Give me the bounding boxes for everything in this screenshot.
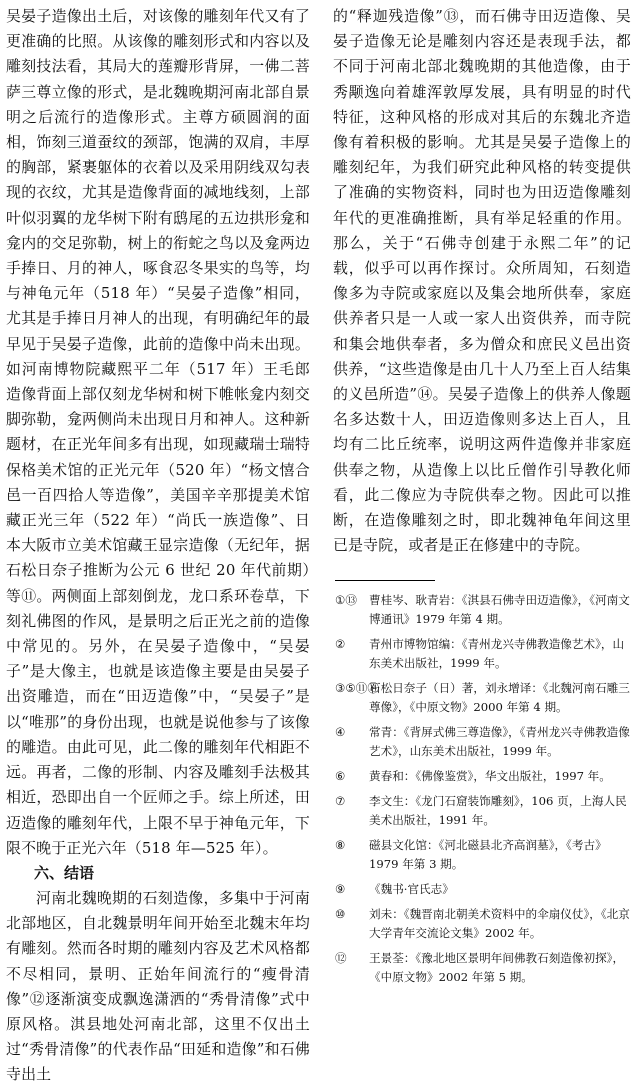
footnote-text: 李文生：《龙门石窟装饰雕刻》，106 页，上海人民美术出版社，1991 年。 xyxy=(369,794,627,828)
footnote-divider xyxy=(335,580,435,581)
footnote xyxy=(333,723,631,761)
footnote xyxy=(333,591,631,629)
footnote-text: 刘未：《魏晋南北朝美术资料中的伞扇仪仗》，《北京大学青年交流论文集》2002 年。 xyxy=(369,907,630,941)
footnote-number: ⑨ xyxy=(335,882,346,897)
footnote-text: 黄春和：《佛像鉴赏》，华文出版社，1997 年。 xyxy=(369,769,611,784)
footnote-number: ⑥ xyxy=(335,769,346,784)
footnote-text: 青州市博物馆编：《青州龙兴寺佛教造像艺术》，山东美术出版社，1999 年。 xyxy=(369,637,625,671)
footnote-text: 石松日奈子（日）著，刘永增译：《北魏河南石雕三尊像》，《中原文物》2000 年第 4 期。 xyxy=(369,681,630,715)
footnote-text: 王景荃：《豫北地区景明年间佛教石刻造像初探》，《中原文物》2002 年第 5 期。 xyxy=(369,951,625,985)
footnote xyxy=(333,767,631,786)
footnote xyxy=(333,679,631,717)
footnote-text: 常青：《背屏式佛三尊造像》，《青州龙兴寺佛教造像艺术》，山东美术出版社，1999 年。 xyxy=(369,725,630,759)
footnote-number: ③⑤⑪⑭ xyxy=(335,681,379,696)
footnote-number: ⑫ xyxy=(335,951,347,966)
footnote xyxy=(333,905,631,943)
footnote-number: ①⑬ xyxy=(335,593,357,608)
footnote xyxy=(333,792,631,830)
body-paragraph: 吴晏子造像出土后，对该像的雕刻年代又有了更准确的比照。从该像的雕刻形式和内容以及雕刻技法看，其局大的莲瓣形背屏，一佛二菩萨三尊立像的形式，是北魏晚期河南北部自景明之后流行的造像形式。主尊方硕圆润的面相，饰刻三道蚕纹的颈部，饱满的双肩，丰厚的胸部，紧裹躯体的衣着以及采用阴线双勾表现的衣纹，尤其是造像背面的减地线刻，上部叶似羽翼的龙华树下附有鸱尾的五边拱形龛和龛内的交足弥勒，树上的衔蛇之鸟以及龛两边手捧日、月的神人，啄食忍冬果实的鸟等，均与神龟元年（518 年）“吴晏子造像”相同，尤其是手捧日月神人的出现，有明确纪年的最早见于吴晏子造像，此前的造像中尚未出现。如河南博物院藏熙平二年（517 年）王毛郎造像背面上部仅刻龙华树和树下帷帐龛内刻交脚弥勒，龛两侧尚未出现日月和神人。这种新题材，在正光年间多有出现，如现藏瑞士瑞特保格美术馆的正光元年（520 年）“杨文憘合邑一百四拾人等造像”，美国辛辛那提美术馆藏正光三年（522 年）“尚氏一族造像”、日本大阪市立美术馆藏王显宗造像（无纪年，据石松日奈子推断为公元 6 世纪 20 年代前期）等⑪。两侧面上部刻倒龙，龙口系环卷草，下刻礼佛图的作风，是景明之后正光之前的造像中常见的。另外，在吴晏子造像中，“吴晏子”是大像主，也就是该造像主要是由吴晏子出资雕造，而在“田迈造像”中，“吴晏子”是以“唯那”的身份出现，也就是说他参与了该像的雕造。由此可见，此二像的雕刻年代相距不远。再者，二像的形制、内容及雕刻手法极其相近，恐即出自一个匠师之手。综上所述，田迈造像的雕刻年代，上限不早于神龟元年，下限不晚于正光六年（518 年—525 年）。 xyxy=(6,7,310,857)
footnote xyxy=(333,949,631,987)
footnote-number: ⑧ xyxy=(335,838,346,853)
footnote-list xyxy=(333,591,631,987)
footnote-text: 曹桂岑、耿青岩：《淇县石佛寺田迈造像》，《河南文博通讯》1979 年第 4 期。 xyxy=(369,593,630,627)
body-paragraph: 河南北魏晚期的石刻造像，多集中于河南北部地区，自北魏景明年间开始至北魏末年均有雕刻。然而各时期的雕刻内容及艺术风格都不尽相同，景明、正始年间流行的“瘦骨清像”⑫逐渐演变成飘逸潇洒的“秀骨清像”式中原风格。淇县地处河南北部，这里不仅出土过“秀骨清像”的代表作品“田延和造像”和石佛寺出土 xyxy=(6,888,310,1084)
footnote xyxy=(333,836,631,874)
footnote xyxy=(333,880,631,899)
footnote-number: ⑦ xyxy=(335,794,346,809)
section-heading: 六、结语 xyxy=(34,863,95,882)
footnote xyxy=(333,635,631,673)
right-column xyxy=(333,4,631,993)
footnote-number: ④ xyxy=(335,725,346,740)
left-column xyxy=(6,4,310,1088)
body-paragraph: 的“释迦残造像”⑬，而石佛寺田迈造像、吴晏子造像无论是雕刻内容还是表现手法，都不同于河南北部北魏晚期的其他造像，由于秀颙逸向着雄浑敦厚发展，具有明显的时代特征，这种风格的形成对其后的东魏北齐造像有着积极的影响。尤其是吴晏子造像上的雕刻纪年，为我们研究此种风格的转变提供了准确的实物资料，同时也为田迈造像雕刻年代的更准确推断，具有举足轻重的作用。那么，关于“石佛寺创建于永熙二年”的记载，似乎可以再作探讨。众所周知，石刻造像多为寺院或家庭以及集会地所供奉，家庭供养者只是一人或一家人出资供养，而寺院和集会地供奉者，多为僧众和庶民义邑出资供养，“这些造像是由几十人乃至上百人结集的义邑所造”⑭。吴晏子造像上的供养人像题名多达数十人，田迈造像则多达上百人，且均有二比丘统率，说明这两件造像并非家庭供奉之物，从造像上以比丘僧作引导教化师看，此二像应为寺院供奉之物。因此可以推断，在造像雕刻之时，即北魏神龟年间这里已是寺院，或者是正在修建中的寺院。 xyxy=(333,7,631,555)
footnote-number: ② xyxy=(335,637,346,652)
footnote-number: ⑩ xyxy=(335,907,346,922)
footnote-text: 磁县文化馆：《河北磁县北齐高润墓》，《考古》1979 年第 3 期。 xyxy=(369,838,607,872)
footnote-text: 《魏书·官氏志》 xyxy=(369,882,454,897)
